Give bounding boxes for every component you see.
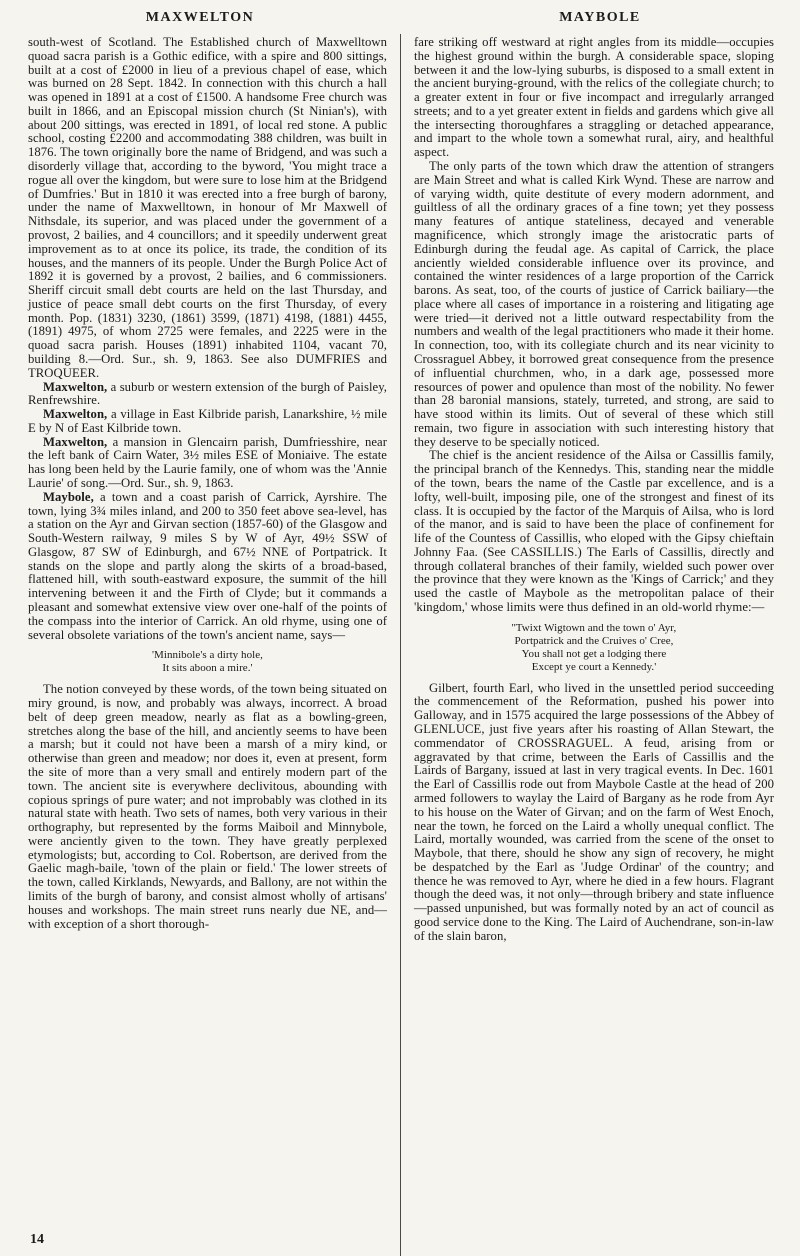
paragraph: The notion conveyed by these words, of the town being situated on miry ground, is now, and probably was always, incorrect. A broad belt of deep green meadow, nearly as flat as a bowling-green, stretches along the base of the hill, and anciently seems to have been a marsh; but it could not have been a marsh of a miry kind, or otherwise than green and meadow; nor does it, even at present, form the site of more than a very small and entirely modern part of the town. The ancient site is everywhere declivitous, abounding with copious springs of pure water; and not improbably was clothed in its natural state with heath. Two sets of names, both very various in their orthography, but represented by the forms Maiboil and Minnybole, were anciently given to the town. They have greatly perplexed etymologists; but, according to Col. Robertson, are derived from the Gaelic magh-baile, 'town of the plain or field.' The lower streets of the town, called Kirklands, Newyards, and Ballony, are not within the limits of the burgh of barony, and consist almost wholly of artisans' houses and workshops. The main street runs nearly due NE, and—with exception of a short thorough-: [28, 682, 387, 931]
verse-line: 'Minnibole's a dirty hole,: [152, 649, 263, 662]
verse-line: You shall not get a lodging there: [521, 647, 667, 660]
verse-line: ''Twixt Wigtown and the town o' Ayr,: [511, 621, 677, 634]
paragraph: The only parts of the town which draw the attention of strangers are Main Street and what is called Kirk Wynd. These are narrow and of varying width, quite destitute of every modern adornment, and guiltless of all the ordinary graces of a fine town; yet they possess many features of antique stateliness, decayed and venerable magnificence, which strongly image the aristocratic parts of Edinburgh during the feudal age. As capital of Carrick, the place anciently wielded considerable influence over its province, and contained the winter residences of a large proportion of the Carrick barons. As seat, too, of the courts of justice of Carrick bailiary—the place where all cases of importance in a roistering and litigating age were tried—it derived not a little outward respectability from the numbers and wealth of the legal practitioners who made it their home. In connection, too, with its collegiate church and its near vicinity to Crossraguel Abbey, it borrowed great consequence from the presence of influential churchmen, who, in a dark age, possessed more resources of power and opulence than most of the nobility. No fewer than 28 baronial mansions, stately, turreted, and strong, are said to have stood within its limits. Out of several of these which still remain, two figure in association with such interesting history that they deserve to be specially noticed.: [414, 159, 774, 449]
entry-paragraph: Maxwelton, a mansion in Glencairn parish, Dumfriesshire, near the left bank of Cairn Water, 3½ miles ESE of Moniaive. The estate has long been held by the Laurie family, one of whom was the 'Annie Laurie' of song.—Ord. Sur., sh. 9, 1863.: [28, 434, 387, 490]
verse-line: Portpatrick and the Cruives o' Cree,: [514, 634, 674, 647]
paragraph: The chief is the ancient residence of the Ailsa or Cassillis family, the principal branch of the Kennedys. This, standing near the middle of the town, bears the name of the Castle par excellence, and is a lofty, well-built, imposing pile, one of the strongest and finest of its class. It is occupied by the factor of the Marquis of Ailsa, who is lord of the manor, and is said to have been the place of confinement for life of the Countess of Cassillis, who eloped with the Gipsy chieftain Johnny Faa. (See CASSILLIS.) The Earls of Cassillis, directly and through collateral branches of their family, wielded such power over the province that they were known as the 'Kings of Carrick;' and they used the castle of Maybole as the metropolitan palace of their 'kingdom,' whose limits were thus defined in an old-world rhyme:—: [414, 448, 774, 615]
entry-headword: Maxwelton,: [43, 407, 108, 422]
paragraph: Gilbert, fourth Earl, who lived in the unsettled period succeeding the commencement of the Reformation, pushed his power into Galloway, and in 1575 acquired the large possessions of the Abbey of GLENLUCE, just five years after his roasting of Allan Stewart, the commendator of CROSSRAGUEL. A feud, arising from or aggravated by that crime, between the Earls of Cassillis and the Lairds of Bargany, issued at last in very tragical events. In Dec. 1601 the Earl of Cassillis rode out from Maybole Castle at the head of 200 armed followers to waylay the Laird of Bargany as he rode from Ayr to his house on the Water of Girvan; and on the farm of West Enoch, near the town, he forced on the Laird a wholly unequal conflict. The Laird, mortally wounded, was carried from the scene of the onset to Maybole, that there, should he show any sign of recovery, he might be despatched by the Earl as 'Judge Ordinar' of the country; and thence he was removed to Ayr, where he died in a few hours. Flagrant though the deed was, it not only—through bribery and state influence—passed unpunished, but was formally noted by an act of council as good service done to the King. The Laird of Auchendrane, son-in-law of the slain baron,: [414, 680, 774, 943]
text-columns: [0, 34, 800, 1256]
page-number: 14: [30, 1232, 44, 1247]
left-column: [0, 34, 400, 1256]
running-head-left: MAXWELTON: [145, 10, 255, 25]
verse-quote: [414, 622, 774, 674]
verse-line: Except ye court a Kennedy.': [531, 660, 657, 673]
entry-headword: Maxwelton,: [43, 434, 108, 449]
entry-headword: Maxwelton,: [43, 379, 108, 394]
running-heads: [0, 0, 800, 34]
entry-headword: Maybole,: [43, 489, 94, 504]
right-column: [400, 34, 800, 1256]
entry-paragraph: Maybole, a town and a coast parish of Carrick, Ayrshire. The town, lying 3¾ miles inland, and 200 to 350 feet above sea-level, has a station on the Ayr and Girvan section (1857-60) of the Glasgow and South-Western railway, 9 miles S by W of Ayr, 49½ SSW of Glasgow, 87 SW of Edinburgh, and 67½ NNE of Portpatrick. It stands on the slope and partly along the skirts of a broad-based, flattened hill, with south-eastward exposure, the summit of the hill intervening between it and the Firth of Clyde; but it commands a pleasant and somewhat extensive view over one-half of the points of the compass into the interior of Carrick. An old rhyme, using one of several obsolete variations of the town's ancient name, says—: [28, 489, 387, 642]
paragraph: fare striking off westward at right angles from its middle—occupies the highest ground within the burgh. A considerable space, sloping between it and the low-lying suburbs, is disposed to a small extent in the ancient burying-ground, with the relics of the collegiate church; to a greater extent in four or five incompact and irregularly arranged streets; and to a yet greater extent in fields and gardens which give all the intersecting thoroughfares a straggling or detached appearance, and impart to the whole town a somewhat rural, airy, and healthful aspect.: [414, 35, 774, 160]
verse-line: It sits aboon a mire.': [162, 662, 253, 675]
running-head-right: MAYBOLE: [559, 10, 641, 25]
entry-paragraph: Maxwelton, a suburb or western extension of the burgh of Paisley, Renfrewshire.: [28, 379, 387, 408]
paragraph: south-west of Scotland. The Established church of Maxwelltown quoad sacra parish is a Gothic edifice, with a spire and 800 sittings, built at a cost of £2000 in lieu of a previous chapel of ease, which was burned on 28 Sept. 1842. In connection with this church a hall was opened in 1891 at a cost of £1500. A handsome Free church was built in 1866, and an Episcopal mission church (St Ninian's), with about 200 sittings, was erected in 1891, of local red stone. A public school, costing £2200 and accommodating 388 children, was built in 1876. The town originally bore the name of Bridgend, and was such a disorderly village that, according to the byword, 'You might trace a rogue all over the kingdom, but were sure to lose him at the Bridgend of Dumfries.' But in 1810 it was erected into a free burgh of barony, under the name of Maxwelltown, in honour of Mr Maxwell of Nithsdale, its superior, and was placed under the government of a provost, 2 bailies, and 4 councillors; and it speedily underwent great improvement as to at once its police, its trade, the condition of its houses, and the manners of its people. Under the Burgh Police Act of 1892 it is governed by a provost, 2 bailies, and 6 commissioners. Sheriff circuit small debt courts are held on the last Thursday, and justice of peace small debt courts on the first Thursday, of every month. Pop. (1831) 3230, (1861) 3599, (1871) 4198, (1881) 4455, (1891) 4975, of whom 2725 were females, and 2225 were in the quoad sacra parish. Houses (1891) inhabited 1104, vacant 70, building 8.—Ord. Sur., sh. 9, 1863. See also DUMFRIES and TROQUEER.: [28, 35, 387, 380]
verse-quote: [28, 649, 387, 675]
entry-paragraph: Maxwelton, a village in East Kilbride parish, Lanarkshire, ½ mile E by N of East Kilbride town.: [28, 407, 387, 435]
